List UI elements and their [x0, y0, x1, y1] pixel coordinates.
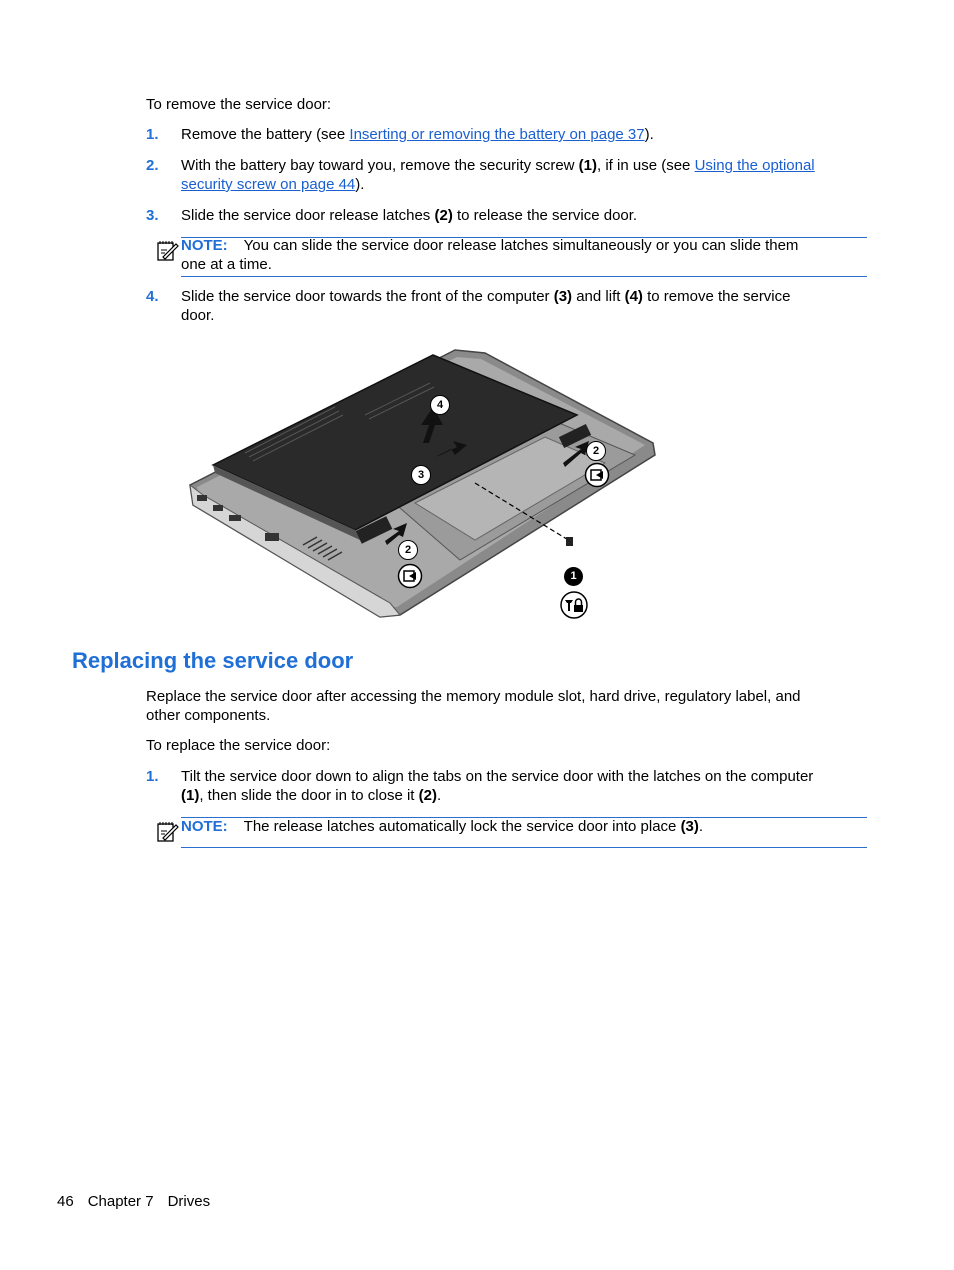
note-text: The release latches automatically lock the service door into place [243, 818, 681, 835]
replace-step-1-text [181, 767, 813, 805]
intro-replace: To replace the service door: [146, 737, 331, 754]
latch-release-icon [584, 462, 610, 488]
note-text: You can slide the service door release latches simultaneously or you can slide them [243, 237, 799, 254]
step-text: to release the service door. [452, 207, 638, 224]
step-text: Remove the battery (see [181, 126, 350, 143]
step-text: Tilt the service door down to align the tabs on the service door with the latches on the computer [181, 768, 814, 785]
chapter-title: Drives [167, 1193, 211, 1210]
note-text: . [698, 818, 704, 835]
page-number: 46 [57, 1193, 74, 1210]
paragraph-text: Replace the service door after accessing the memory module slot, hard drive, regulatory label, and [146, 688, 801, 705]
callout-1: 1 [564, 567, 583, 586]
intro-remove: To remove the service door: [146, 96, 332, 113]
battery-link[interactable]: Inserting or removing the battery on page 37 [349, 126, 645, 143]
note-label: NOTE: [181, 237, 228, 254]
callout-2-left: 2 [398, 540, 418, 560]
note-label: NOTE: [181, 818, 228, 835]
note-2 [181, 817, 703, 836]
note-icon [156, 819, 180, 843]
step-2-text [181, 156, 815, 194]
step-3-text [181, 206, 637, 225]
step-4-text [181, 287, 790, 325]
step-text: and lift [572, 288, 625, 305]
step-text: With the battery bay toward you, remove the security screw [181, 157, 579, 174]
page-footer [57, 1192, 210, 1211]
callout-ref: (3) [680, 818, 699, 835]
callout-ref: (1) [181, 787, 200, 804]
note-bottom-rule [181, 276, 867, 277]
step-number: 3. [146, 207, 159, 224]
callout-4: 4 [430, 395, 450, 415]
security-screw-lock-icon [559, 590, 589, 620]
step-number: 1. [146, 768, 159, 785]
note-icon [156, 238, 180, 262]
callout-ref: (4) [624, 288, 643, 305]
step-text: , then slide the door in to close it [199, 787, 419, 804]
security-screw-link[interactable]: Using the optional [694, 157, 815, 174]
step-text: Slide the service door release latches [181, 207, 435, 224]
latch-release-icon [397, 563, 423, 589]
step-text: ). [355, 176, 365, 193]
step-text: . [436, 787, 442, 804]
callout-ref: (2) [434, 207, 453, 224]
callout-3: 3 [411, 465, 431, 485]
section-heading: Replacing the service door [72, 648, 354, 673]
step-text: to remove the service [642, 288, 791, 305]
callout-ref: (3) [553, 288, 573, 305]
chapter-label: Chapter 7 [87, 1193, 154, 1210]
step-1-text [181, 125, 654, 144]
step-number: 4. [146, 288, 159, 305]
callout-ref: (1) [578, 157, 598, 174]
callout-2-right: 2 [586, 441, 606, 461]
replace-intro [146, 687, 801, 725]
note-bottom-rule [181, 847, 867, 848]
step-text: ). [644, 126, 654, 143]
step-text: Slide the service door towards the front of the computer [181, 288, 554, 305]
callout-ref: (2) [418, 787, 437, 804]
paragraph-text: other components. [146, 707, 271, 724]
note-text: one at a time. [181, 256, 272, 273]
step-number: 2. [146, 157, 159, 174]
step-text: door. [181, 307, 215, 324]
note-1 [181, 236, 798, 274]
security-screw-link-cont[interactable]: security screw on page 44 [181, 176, 356, 193]
step-text: , if in use (see [597, 157, 695, 174]
step-number: 1. [146, 126, 159, 143]
